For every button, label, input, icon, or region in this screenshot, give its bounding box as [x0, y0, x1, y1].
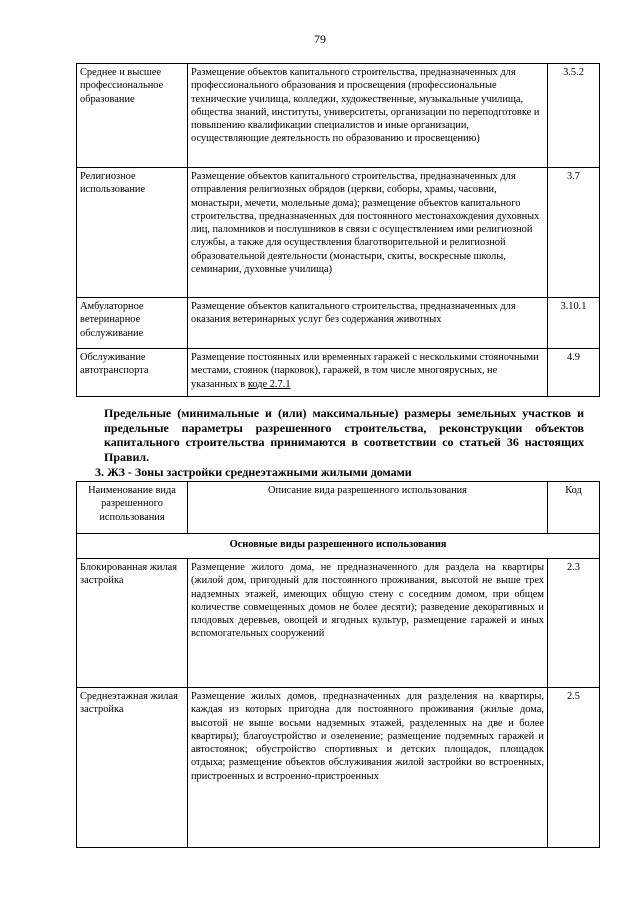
table-row: [77, 688, 600, 848]
use-name: Блокированная жилая застройка: [77, 559, 188, 688]
use-code: 4.9: [548, 349, 600, 397]
page-number: 79: [314, 32, 326, 46]
zone-permitted-use-table: [76, 481, 600, 848]
header-name: Наименование вида разрешенного использования: [77, 482, 188, 534]
section-row: [77, 534, 600, 559]
use-name: Среднее и высшее профессиональное образование: [77, 64, 188, 168]
section-title: Основные виды разрешенного использования: [77, 534, 600, 559]
use-code: 2.3: [548, 559, 600, 688]
table-row: [77, 349, 600, 397]
table-header-row: [77, 482, 600, 534]
use-name: Обслуживание автотранспорта: [77, 349, 188, 397]
use-description: Размещение объектов капитального строительства, предназначенных для оказания ветеринарных услуг без содержания животных: [188, 298, 548, 349]
use-description-text: Размещение постоянных или временных гаражей с несколькими стояночными местами, стоянок (парковок), гаражей, в том числе многоярусных, не указанных в: [191, 352, 539, 390]
header-description: Описание вида разрешенного использования: [188, 482, 548, 534]
use-description: [188, 349, 548, 397]
zone-heading: 3. ЖЗ - Зоны застройки среднеэтажными жилыми домами: [95, 465, 412, 479]
code-link[interactable]: коде 2.7.1: [247, 378, 291, 390]
use-name: Религиозное использование: [77, 168, 188, 298]
table-row: [77, 64, 600, 168]
header-code: Код: [548, 482, 600, 534]
use-description: Размещение жилого дома, не предназначенного для раздела на квартиры (жилой дом, пригодный для постоянного проживания, высотой не выше трех надземных этажей, имеющих общую стену с соседним домом, при общем количестве совмещенных домов не более десяти); разведение декоративных и плодовых деревьев, овощей и ягодных культур, размещение гаражей и иных вспомогательных сооружений: [188, 559, 548, 688]
use-code: 2.5: [548, 688, 600, 848]
table-row: [77, 298, 600, 349]
use-name: Амбулаторное ветеринарное обслуживание: [77, 298, 188, 349]
use-description: Размещение жилых домов, предназначенных для разделения на квартиры, каждая из которых пригодна для постоянного проживания (жилые дома, высотой не выше восьми надземных этажей, разделенных на две и более квартиры); благоустройство и озеленение; размещение подземных гаражей и автостоянок; обустройство спортивных и детских площадок, площадок отдыха; размещение объектов обслуживания жилой застройки во встроенных, пристроенных и встроенно-пристроенных: [188, 688, 548, 848]
use-description: Размещение объектов капитального строительства, предназначенных для профессионального образования и просвещения (профессиональные технические училища, колледжи, художественные, музыкальные училища, общества знаний, институты, университеты, организации по переподготовке и повышению квалификации специалистов и иные организации, осуществляющие деятельность по образованию и просвещению): [188, 64, 548, 168]
table-row: [77, 168, 600, 298]
limits-paragraph: Предельные (минимальные и (или) максимальные) размеры земельных участков и предельные параметры разрешенного строительства, реконструкции объектов капитального строительства принимаются в соответствии со статьей 36 настоящих Правил.: [104, 406, 584, 464]
use-name: Среднеэтажная жилая застройка: [77, 688, 188, 848]
use-code: 3.5.2: [548, 64, 600, 168]
table-row: [77, 559, 600, 688]
permitted-use-table-continued: [76, 63, 600, 397]
use-code: 3.7: [548, 168, 600, 298]
use-description: Размещение объектов капитального строительства, предназначенных для отправления религиозных обрядов (церкви, соборы, храмы, часовни, монастыри, мечети, молельные дома); размещение объектов капитального строительства, предназначенных для постоянного местонахождения духовных лиц, паломников и послушников в связи с осуществлением ими религиозной службы, а также для осуществления благотворительной и религиозной образовательной деятельности (монастыри, скиты, воскресные школы, семинарии, духовные училища): [188, 168, 548, 298]
use-code: 3.10.1: [548, 298, 600, 349]
